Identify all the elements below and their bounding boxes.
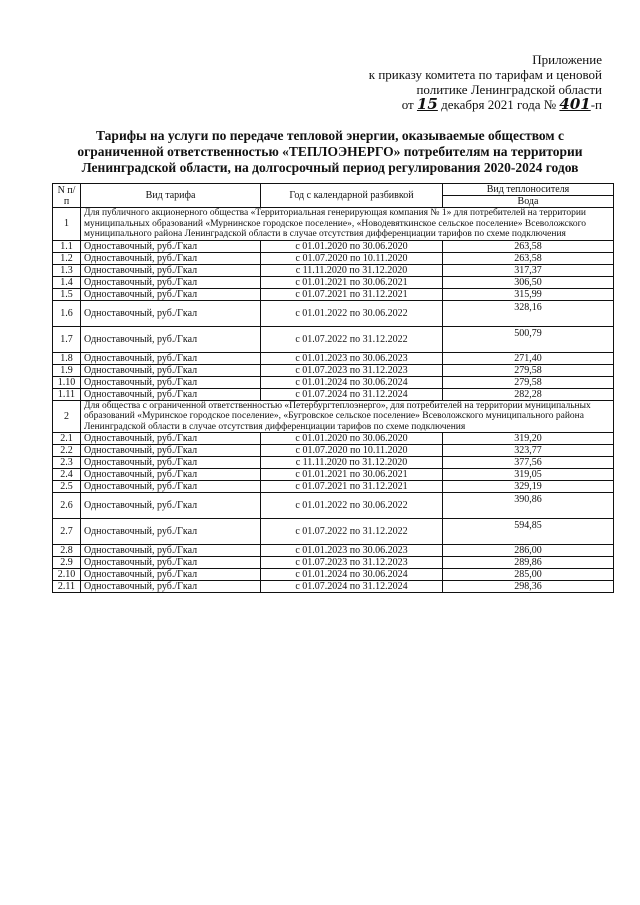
row-number: 1.10 [53, 376, 81, 388]
table-row [53, 288, 614, 300]
row-number: 2.9 [53, 557, 81, 569]
table-row [53, 376, 614, 388]
period-cell: с 01.01.2023 по 30.06.2023 [261, 352, 443, 364]
water-value-cell: 279,58 [443, 376, 614, 388]
row-number: 2.2 [53, 445, 81, 457]
water-value-cell: 328,16 [443, 300, 614, 326]
number-suffix: -п [590, 97, 602, 112]
period-cell: с 01.01.2021 по 30.06.2021 [261, 469, 443, 481]
row-number: 2.5 [53, 481, 81, 493]
row-number: 2.1 [53, 433, 81, 445]
row-number: 1.2 [53, 252, 81, 264]
tariff-type-cell: Одноставочный, руб./Гкал [81, 300, 261, 326]
period-cell: с 01.07.2023 по 31.12.2023 [261, 364, 443, 376]
period-cell: с 01.01.2020 по 30.06.2020 [261, 433, 443, 445]
table-row [53, 240, 614, 252]
period-cell: с 01.07.2023 по 31.12.2023 [261, 557, 443, 569]
water-value-cell: 329,19 [443, 481, 614, 493]
table-body [53, 208, 614, 593]
period-cell: с 01.07.2024 по 31.12.2024 [261, 581, 443, 593]
period-cell: с 01.07.2021 по 31.12.2021 [261, 481, 443, 493]
tariff-type-cell: Одноставочный, руб./Гкал [81, 469, 261, 481]
water-value-cell: 271,40 [443, 352, 614, 364]
column-header-carrier: Вид теплоносителя [443, 184, 614, 196]
column-header-water: Вода [443, 196, 614, 208]
period-cell: с 01.07.2022 по 31.12.2022 [261, 326, 443, 352]
tariff-type-cell: Одноставочный, руб./Гкал [81, 445, 261, 457]
row-number: 2.7 [53, 519, 81, 545]
row-number: 2.10 [53, 569, 81, 581]
tariff-type-cell: Одноставочный, руб./Гкал [81, 240, 261, 252]
appendix-label: Приложение [532, 52, 602, 67]
column-header-number: N п/п [53, 184, 81, 208]
table-row [53, 545, 614, 557]
tariff-type-cell: Одноставочный, руб./Гкал [81, 288, 261, 300]
handwritten-day: 15 [416, 95, 438, 113]
row-number: 2.6 [53, 493, 81, 519]
row-number: 2.4 [53, 469, 81, 481]
tariff-type-cell: Одноставочный, руб./Гкал [81, 352, 261, 364]
tariff-type-cell: Одноставочный, руб./Гкал [81, 388, 261, 400]
table-row [53, 326, 614, 352]
period-cell: с 11.11.2020 по 31.12.2020 [261, 264, 443, 276]
period-cell: с 01.01.2021 по 30.06.2021 [261, 276, 443, 288]
tariff-type-cell: Одноставочный, руб./Гкал [81, 481, 261, 493]
row-number: 1.11 [53, 388, 81, 400]
tariff-type-cell: Одноставочный, руб./Гкал [81, 376, 261, 388]
water-value-cell: 319,05 [443, 469, 614, 481]
column-header-tariff-type: Вид тарифа [81, 184, 261, 208]
row-number: 1.1 [53, 240, 81, 252]
water-value-cell: 500,79 [443, 326, 614, 352]
tariff-type-cell: Одноставочный, руб./Гкал [81, 457, 261, 469]
tariff-type-cell: Одноставочный, руб./Гкал [81, 545, 261, 557]
tariff-table [52, 183, 614, 593]
appendix-header [369, 52, 602, 112]
group-description: Для публичного акционерного общества «Территориальная генерирующая компания № 1» для потребителей на территории муниципальных образований «Мурнинское городское поселение», «Новодевяткинское сельское поселение» Всеволожского муниципального района Ленинградской области в случае отсутствия дифференциации тарифов по схеме подключения [81, 208, 614, 241]
water-value-cell: 263,58 [443, 252, 614, 264]
date-prefix: от [401, 97, 414, 112]
period-cell: с 01.01.2022 по 30.06.2022 [261, 493, 443, 519]
tariff-type-cell: Одноставочный, руб./Гкал [81, 364, 261, 376]
table-row [53, 300, 614, 326]
period-cell: с 01.01.2020 по 30.06.2020 [261, 240, 443, 252]
water-value-cell: 285,00 [443, 569, 614, 581]
water-value-cell: 390,86 [443, 493, 614, 519]
water-value-cell: 279,58 [443, 364, 614, 376]
group-row [53, 208, 614, 241]
tariff-type-cell: Одноставочный, руб./Гкал [81, 519, 261, 545]
water-value-cell: 594,85 [443, 519, 614, 545]
order-date-line [369, 97, 602, 112]
table-row [53, 264, 614, 276]
water-value-cell: 282,28 [443, 388, 614, 400]
table-row [53, 352, 614, 364]
water-value-cell: 323,77 [443, 445, 614, 457]
row-number: 1.7 [53, 326, 81, 352]
tariff-type-cell: Одноставочный, руб./Гкал [81, 252, 261, 264]
row-number: 1.8 [53, 352, 81, 364]
table-row [53, 557, 614, 569]
date-middle: декабря 2021 года № [441, 97, 557, 112]
table-row [53, 519, 614, 545]
handwritten-number: 401 [559, 95, 591, 113]
row-number: 1.6 [53, 300, 81, 326]
group-row [53, 400, 614, 433]
period-cell: с 11.11.2020 по 31.12.2020 [261, 457, 443, 469]
period-cell: с 01.01.2022 по 30.06.2022 [261, 300, 443, 326]
table-row [53, 364, 614, 376]
committee-line: политике Ленинградской области [416, 82, 602, 97]
row-number: 1.5 [53, 288, 81, 300]
table-row [53, 481, 614, 493]
tariff-type-cell: Одноставочный, руб./Гкал [81, 326, 261, 352]
period-cell: с 01.07.2024 по 31.12.2024 [261, 388, 443, 400]
table-row [53, 445, 614, 457]
table-row [53, 569, 614, 581]
tariff-type-cell: Одноставочный, руб./Гкал [81, 557, 261, 569]
row-number: 1.4 [53, 276, 81, 288]
water-value-cell: 317,37 [443, 264, 614, 276]
table-row [53, 581, 614, 593]
tariff-type-cell: Одноставочный, руб./Гкал [81, 264, 261, 276]
document-title: Тарифы на услуги по передаче тепловой энергии, оказываемые обществом с ограниченной ответственностью «ТЕПЛОЭНЕРГО» потребителям на территории Ленинградской области, на долгосрочный период регулирования 2020-2024 годов [77, 128, 583, 175]
table-row [53, 457, 614, 469]
table-row [53, 469, 614, 481]
row-number: 1.9 [53, 364, 81, 376]
tariff-type-cell: Одноставочный, руб./Гкал [81, 569, 261, 581]
table-row [53, 276, 614, 288]
row-number: 2.8 [53, 545, 81, 557]
tariff-type-cell: Одноставочный, руб./Гкал [81, 581, 261, 593]
table-row [53, 493, 614, 519]
tariff-type-cell: Одноставочный, руб./Гкал [81, 276, 261, 288]
water-value-cell: 289,86 [443, 557, 614, 569]
period-cell: с 01.07.2022 по 31.12.2022 [261, 519, 443, 545]
column-header-period: Год с календарной разбивкой [261, 184, 443, 208]
water-value-cell: 306,50 [443, 276, 614, 288]
period-cell: с 01.01.2024 по 30.06.2024 [261, 569, 443, 581]
water-value-cell: 298,36 [443, 581, 614, 593]
row-number: 2.3 [53, 457, 81, 469]
tariff-type-cell: Одноставочный, руб./Гкал [81, 493, 261, 519]
row-number: 1.3 [53, 264, 81, 276]
table-row [53, 252, 614, 264]
period-cell: с 01.01.2023 по 30.06.2023 [261, 545, 443, 557]
period-cell: с 01.07.2020 по 10.11.2020 [261, 445, 443, 457]
period-cell: с 01.01.2024 по 30.06.2024 [261, 376, 443, 388]
water-value-cell: 377,56 [443, 457, 614, 469]
water-value-cell: 286,00 [443, 545, 614, 557]
group-description: Для общества с ограниченной ответственностью «Петербургтеплоэнерго», для потребителей на территории муниципальных образований «Муринское городское поселение», «Бугровское сельское поселение» Всеволожского муниципального района Ленинградской области в случае отсутствия дифференциации тарифов по схеме подключения [81, 400, 614, 433]
water-value-cell: 315,99 [443, 288, 614, 300]
group-number: 1 [53, 208, 81, 241]
water-value-cell: 263,58 [443, 240, 614, 252]
group-number: 2 [53, 400, 81, 433]
water-value-cell: 319,20 [443, 433, 614, 445]
table-row [53, 433, 614, 445]
period-cell: с 01.07.2021 по 31.12.2021 [261, 288, 443, 300]
period-cell: с 01.07.2020 по 10.11.2020 [261, 252, 443, 264]
row-number: 2.11 [53, 581, 81, 593]
table-row [53, 388, 614, 400]
tariff-type-cell: Одноставочный, руб./Гкал [81, 433, 261, 445]
order-reference-line: к приказу комитета по тарифам и ценовой [368, 67, 602, 82]
